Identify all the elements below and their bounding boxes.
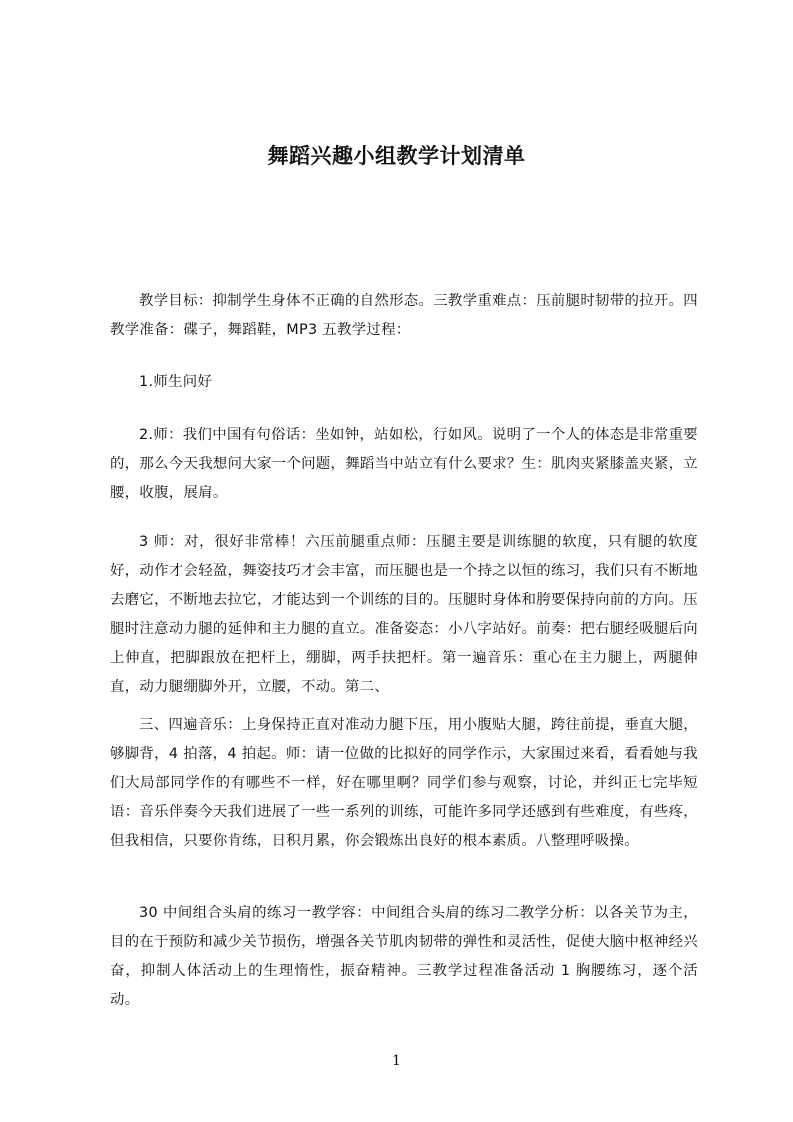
paragraph-head-shoulder: 30 中间组合头肩的练习一教学容：中间组合头肩的练习二教学分析：以各关节为主，目的在于预防和减少关节损伤，增强各关节肌肉韧带的弹性和灵活性，促使大脑中枢神经兴奋，抑制人体活动上的生理惰性，振奋精神。三教学过程准备活动 1 胸腰练习，逐个活动。 [110,905,698,1008]
paragraph-leg-press: 3 师：对，很好非常棒！六压前腿重点师：压腿主要是训练腿的软度，只有腿的软度好，动作才会轻盈，舞姿技巧才会丰富，而压腿也是一个持之以恒的练习，我们只有不断地去磨它，不断地去拉它，才能达到一个训练的目的。压腿时身体和胯要保持向前的方向。压腿时注意动力腿的延伸和主力腿的直立。准备姿态：小八字站好。前奏：把右腿经吸腿后向上伸直，把脚跟放在把杆上，绷脚，两手扶把杆。第一遍音乐：重心在主力腿上，两腿伸直，动力腿绷脚外开，立腰，不动。第二、 [110,534,698,695]
paragraph-music-practice: 三、四遍音乐：上身保持正直对准动力腿下压，用小腹贴大腿，跨往前提，垂直大腿，够脚背，4 拍落，4 拍起。师：请一位做的比拟好的同学作示，大家围过来看，看看她与我们大局部同学作的有哪些不一样，好在哪里啊？同学们参与观察，讨论，并纠正七完毕短语：音乐伴奏今天我们进展了一些一系列的训练，可能许多同学还感到有些难度，有些疼，但我相信，只要你肯练，日积月累，你会锻炼出良好的根本素质。八整理呼吸操。 [110,717,698,849]
paragraph-teaching-goals: 教学目标：抑制学生身体不正确的自然形态。三教学重难点：压前腿时韧带的拉开。四教学准备：碟子，舞蹈鞋，MP3 五教学过程： [110,293,698,338]
paragraph-greeting: 1.师生问好 [139,374,213,390]
document-title: 舞蹈兴趣小组教学计划清单 [267,143,526,168]
paragraph-posture: 2.师：我们中国有句俗话：坐如钟，站如松，行如风。说明了一个人的体态是非常重要的，那么今天我想问大家一个问题，舞蹈当中站立有什么要求？生：肌肉夹紧膝盖夹紧，立腰，收腹，展肩。 [110,427,698,501]
page-number: 1 [392,1053,401,1069]
